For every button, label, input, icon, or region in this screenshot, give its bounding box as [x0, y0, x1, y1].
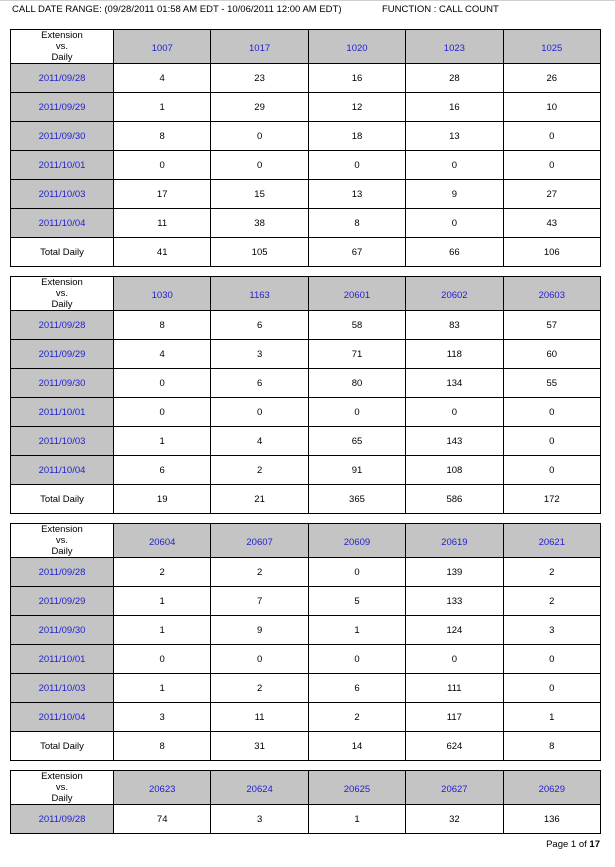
extension-header: 20624	[211, 771, 308, 805]
count-cell: 28	[406, 64, 503, 93]
report-table-2	[10, 276, 601, 514]
total-cell: 31	[211, 732, 308, 761]
count-cell: 0	[114, 398, 211, 427]
count-cell: 3	[211, 805, 308, 834]
count-cell: 60	[503, 340, 600, 369]
date-label: 2011/09/28	[11, 311, 114, 340]
table-row	[11, 340, 601, 369]
count-cell: 1	[308, 616, 405, 645]
count-cell: 17	[114, 180, 211, 209]
count-cell: 0	[114, 151, 211, 180]
date-label: 2011/09/29	[11, 587, 114, 616]
count-cell: 118	[406, 340, 503, 369]
table-row	[11, 427, 601, 456]
count-cell: 83	[406, 311, 503, 340]
extension-header: 20601	[308, 277, 405, 311]
extension-header: 1007	[114, 30, 211, 64]
count-cell: 71	[308, 340, 405, 369]
count-cell: 2	[114, 558, 211, 587]
count-cell: 6	[308, 674, 405, 703]
total-cell: 14	[308, 732, 405, 761]
count-cell: 0	[503, 122, 600, 151]
total-row	[11, 732, 601, 761]
table-header-row	[11, 524, 601, 558]
page-top-rule	[0, 0, 615, 1]
table-row	[11, 398, 601, 427]
count-cell: 0	[503, 674, 600, 703]
date-label: 2011/10/01	[11, 151, 114, 180]
count-cell: 43	[503, 209, 600, 238]
count-cell: 13	[308, 180, 405, 209]
date-label: 2011/10/04	[11, 456, 114, 485]
corner-header-cell: Extension vs. Daily	[11, 524, 114, 558]
count-cell: 139	[406, 558, 503, 587]
total-daily-label: Total Daily	[11, 238, 114, 267]
corner-header-cell: Extension vs. Daily	[11, 30, 114, 64]
table-header-row	[11, 30, 601, 64]
count-cell: 108	[406, 456, 503, 485]
count-cell: 91	[308, 456, 405, 485]
count-cell: 1	[114, 616, 211, 645]
table-row	[11, 122, 601, 151]
count-cell: 0	[503, 151, 600, 180]
count-cell: 15	[211, 180, 308, 209]
count-cell: 6	[211, 311, 308, 340]
count-cell: 3	[503, 616, 600, 645]
count-cell: 1	[114, 427, 211, 456]
total-cell: 21	[211, 485, 308, 514]
extension-header: 20619	[406, 524, 503, 558]
count-cell: 124	[406, 616, 503, 645]
count-cell: 0	[308, 398, 405, 427]
count-cell: 0	[503, 398, 600, 427]
count-cell: 8	[114, 311, 211, 340]
count-cell: 0	[503, 456, 600, 485]
count-cell: 38	[211, 209, 308, 238]
count-cell: 0	[406, 398, 503, 427]
table-row	[11, 616, 601, 645]
count-cell: 4	[114, 64, 211, 93]
table-row	[11, 151, 601, 180]
count-cell: 0	[211, 122, 308, 151]
total-cell: 105	[211, 238, 308, 267]
table-row	[11, 645, 601, 674]
date-label: 2011/10/03	[11, 427, 114, 456]
count-cell: 18	[308, 122, 405, 151]
date-label: 2011/09/28	[11, 64, 114, 93]
count-cell: 0	[211, 151, 308, 180]
total-cell: 172	[503, 485, 600, 514]
date-label: 2011/09/30	[11, 122, 114, 151]
count-cell: 23	[211, 64, 308, 93]
count-cell: 0	[114, 369, 211, 398]
extension-header: 20629	[503, 771, 600, 805]
count-cell: 4	[211, 427, 308, 456]
extension-header: 1163	[211, 277, 308, 311]
report-function: FUNCTION : CALL COUNT	[382, 4, 499, 15]
count-cell: 1	[114, 93, 211, 122]
count-cell: 65	[308, 427, 405, 456]
extension-header: 1020	[308, 30, 405, 64]
count-cell: 55	[503, 369, 600, 398]
count-cell: 26	[503, 64, 600, 93]
count-cell: 8	[114, 122, 211, 151]
count-cell: 0	[211, 398, 308, 427]
date-label: 2011/09/29	[11, 93, 114, 122]
count-cell: 32	[406, 805, 503, 834]
date-label: 2011/09/30	[11, 369, 114, 398]
total-daily-label: Total Daily	[11, 485, 114, 514]
date-label: 2011/10/01	[11, 398, 114, 427]
count-cell: 2	[211, 456, 308, 485]
table-row	[11, 209, 601, 238]
table-row	[11, 93, 601, 122]
count-cell: 0	[503, 427, 600, 456]
count-cell: 16	[406, 93, 503, 122]
total-cell: 66	[406, 238, 503, 267]
count-cell: 136	[503, 805, 600, 834]
total-cell: 67	[308, 238, 405, 267]
report-table-4	[10, 770, 601, 834]
table-row	[11, 558, 601, 587]
total-daily-label: Total Daily	[11, 732, 114, 761]
total-cell: 19	[114, 485, 211, 514]
date-label: 2011/10/04	[11, 209, 114, 238]
count-cell: 57	[503, 311, 600, 340]
count-cell: 0	[406, 151, 503, 180]
count-cell: 1	[308, 805, 405, 834]
total-cell: 106	[503, 238, 600, 267]
total-cell: 8	[503, 732, 600, 761]
total-row	[11, 485, 601, 514]
table-row	[11, 587, 601, 616]
extension-header: 20609	[308, 524, 405, 558]
date-label: 2011/10/03	[11, 674, 114, 703]
extension-header: 20623	[114, 771, 211, 805]
extension-header: 20603	[503, 277, 600, 311]
count-cell: 2	[503, 558, 600, 587]
date-label: 2011/09/30	[11, 616, 114, 645]
extension-header: 1030	[114, 277, 211, 311]
extension-header: 20604	[114, 524, 211, 558]
table-row	[11, 703, 601, 732]
count-cell: 1	[114, 674, 211, 703]
count-cell: 80	[308, 369, 405, 398]
table-header-row	[11, 277, 601, 311]
extension-header: 20627	[406, 771, 503, 805]
count-cell: 6	[211, 369, 308, 398]
corner-header-cell: Extension vs. Daily	[11, 771, 114, 805]
report-table-3	[10, 523, 601, 761]
count-cell: 111	[406, 674, 503, 703]
count-cell: 3	[211, 340, 308, 369]
date-label: 2011/10/03	[11, 180, 114, 209]
count-cell: 2	[211, 674, 308, 703]
count-cell: 2	[308, 703, 405, 732]
count-cell: 1	[503, 703, 600, 732]
count-cell: 7	[211, 587, 308, 616]
count-cell: 0	[308, 151, 405, 180]
count-cell: 134	[406, 369, 503, 398]
table-row	[11, 180, 601, 209]
date-label: 2011/09/29	[11, 340, 114, 369]
extension-header: 1023	[406, 30, 503, 64]
date-label: 2011/09/28	[11, 558, 114, 587]
count-cell: 0	[308, 645, 405, 674]
corner-header-cell: Extension vs. Daily	[11, 277, 114, 311]
table-row	[11, 456, 601, 485]
count-cell: 9	[406, 180, 503, 209]
date-label: 2011/10/01	[11, 645, 114, 674]
count-cell: 6	[114, 456, 211, 485]
table-row	[11, 369, 601, 398]
count-cell: 11	[114, 209, 211, 238]
count-cell: 3	[114, 703, 211, 732]
extension-header: 20621	[503, 524, 600, 558]
total-cell: 624	[406, 732, 503, 761]
count-cell: 27	[503, 180, 600, 209]
extension-header: 20607	[211, 524, 308, 558]
total-cell: 41	[114, 238, 211, 267]
report-table-1	[10, 29, 601, 267]
count-cell: 12	[308, 93, 405, 122]
table-row	[11, 674, 601, 703]
call-date-range: CALL DATE RANGE: (09/28/2011 01:58 AM EDT - 10/06/2011 12:00 AM EDT)	[12, 4, 342, 15]
count-cell: 5	[308, 587, 405, 616]
count-cell: 74	[114, 805, 211, 834]
count-cell: 10	[503, 93, 600, 122]
count-cell: 2	[211, 558, 308, 587]
count-cell: 0	[308, 558, 405, 587]
date-label: 2011/10/04	[11, 703, 114, 732]
table-row	[11, 311, 601, 340]
date-label: 2011/09/28	[11, 805, 114, 834]
count-cell: 0	[406, 209, 503, 238]
table-row	[11, 805, 601, 834]
count-cell: 0	[503, 645, 600, 674]
count-cell: 133	[406, 587, 503, 616]
count-cell: 4	[114, 340, 211, 369]
extension-header: 20602	[406, 277, 503, 311]
count-cell: 143	[406, 427, 503, 456]
total-cell: 586	[406, 485, 503, 514]
count-cell: 13	[406, 122, 503, 151]
extension-header: 20625	[308, 771, 405, 805]
extension-header: 1017	[211, 30, 308, 64]
table-row	[11, 64, 601, 93]
count-cell: 0	[406, 645, 503, 674]
count-cell: 9	[211, 616, 308, 645]
total-cell: 365	[308, 485, 405, 514]
count-cell: 2	[503, 587, 600, 616]
total-row	[11, 238, 601, 267]
count-cell: 29	[211, 93, 308, 122]
page-indicator: Page 1 of 17	[546, 839, 600, 850]
count-cell: 11	[211, 703, 308, 732]
count-cell: 8	[308, 209, 405, 238]
extension-header: 1025	[503, 30, 600, 64]
table-header-row	[11, 771, 601, 805]
count-cell: 1	[114, 587, 211, 616]
count-cell: 0	[114, 645, 211, 674]
total-cell: 8	[114, 732, 211, 761]
count-cell: 0	[211, 645, 308, 674]
count-cell: 16	[308, 64, 405, 93]
count-cell: 58	[308, 311, 405, 340]
count-cell: 117	[406, 703, 503, 732]
